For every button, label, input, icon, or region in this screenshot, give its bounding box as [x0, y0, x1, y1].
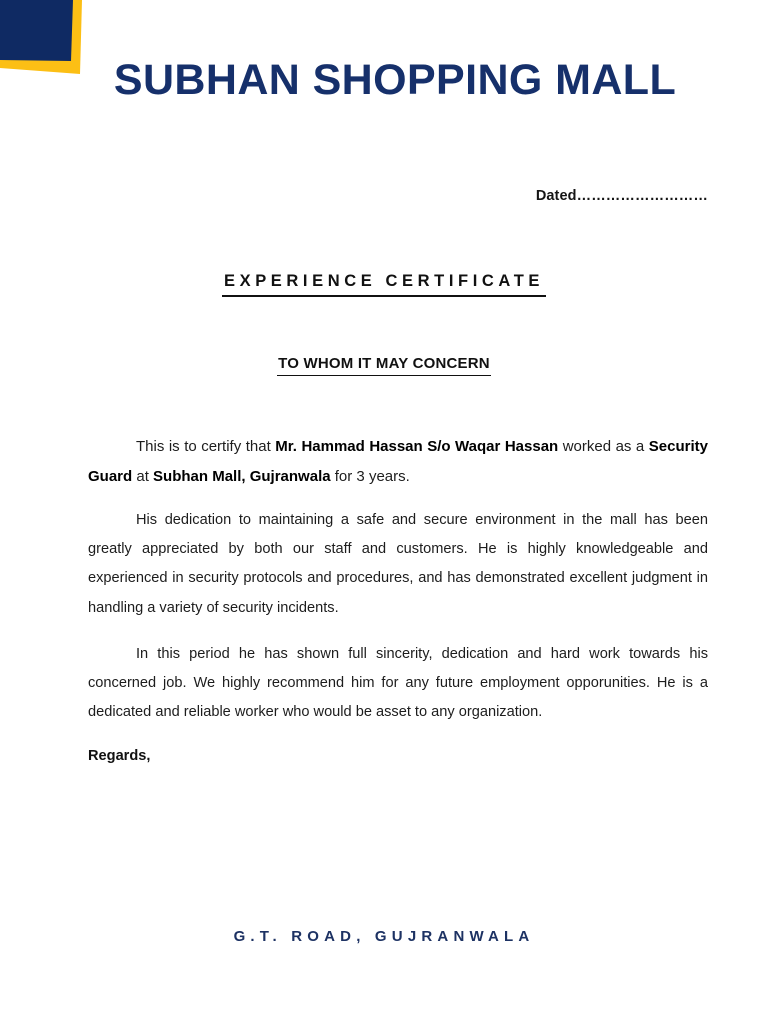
- dated-field[interactable]: Dated………………………: [535, 188, 708, 204]
- closing-salutation: Regards,: [88, 748, 151, 764]
- letter-body: [88, 432, 708, 744]
- employer-name: Subhan Mall, Gujranwala: [153, 468, 331, 485]
- corner-navy-shape: [0, 0, 73, 61]
- paragraph-1-text-part-2: worked as a: [558, 438, 649, 455]
- certificate-title-container: [0, 272, 768, 297]
- employee-name: Mr. Hammad Hassan S/o Waqar Hassan: [275, 438, 559, 455]
- body-paragraph-2: His dedication to maintaining a safe and secure environment in the mall has been greatly appreciated by both our staff and customers. He is highly knowledgeable and experienced in security protocols and procedures, and has demonstrated excellent judgment in handling a variety of security incidents.: [88, 512, 708, 616]
- certificate-title: EXPERIENCE CERTIFICATE: [222, 272, 546, 297]
- subject-title: TO WHOM IT MAY CONCERN: [277, 355, 491, 376]
- paragraph-1-text-part-1: This is to certify that: [136, 438, 276, 455]
- letterhead: [0, 58, 768, 103]
- job-title: Security Guard: [88, 438, 708, 485]
- footer-address: G.T. ROAD, GUJRANWALA: [233, 928, 535, 945]
- paragraph-1-text-part-4: for 3 years.: [330, 468, 410, 485]
- body-paragraph-3: In this period he has shown full sincerity, dedication and hard work towards his concerned job. We highly recommend him for any future employment opporunities. He is a dedicated and reliable worker who would be asset to any organization.: [88, 645, 708, 721]
- company-name: SUBHAN SHOPPING MALL: [113, 56, 677, 104]
- paragraph-1-text-part-3: at: [132, 468, 154, 485]
- body-paragraph-1: [88, 432, 708, 492]
- footer: [0, 928, 768, 946]
- subject-title-container: [0, 355, 768, 376]
